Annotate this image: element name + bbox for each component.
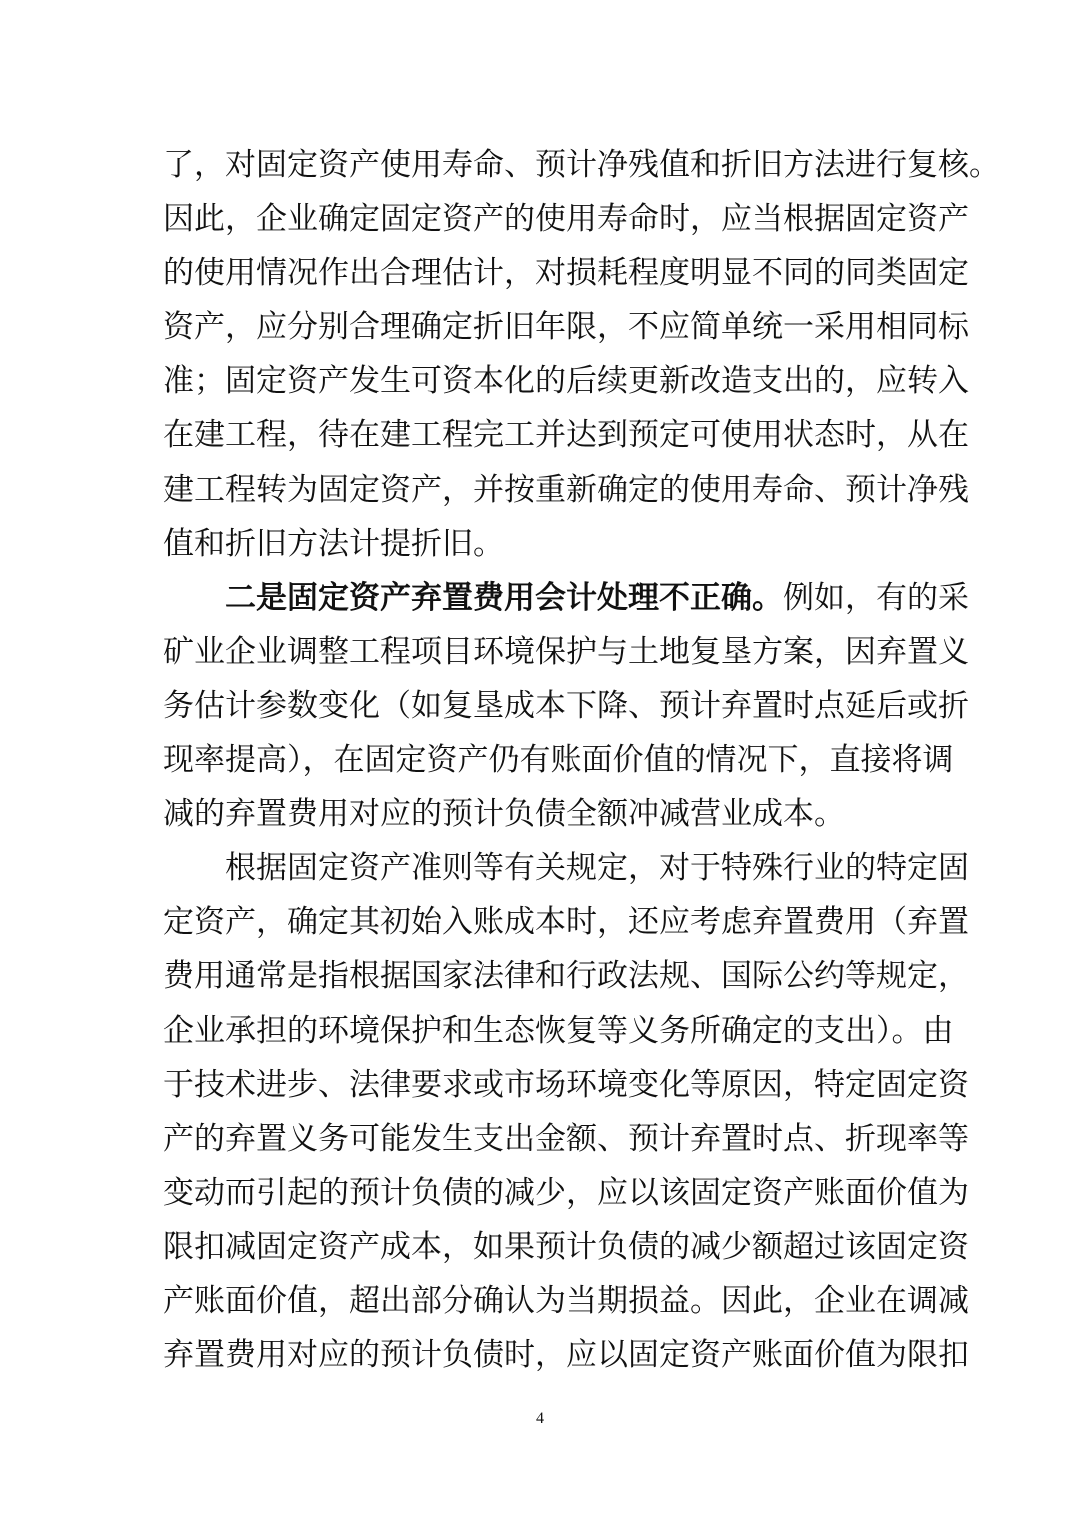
text-line: 产的弃置义务可能发生支出金额、预计弃置时点、折现率等 [163, 1120, 969, 1157]
text-line: 变动而引起的预计负债的减少，应以该固定资产账面价值为 [163, 1174, 969, 1211]
text-line: 企业承担的环境保护和生态恢复等义务所确定的支出）。由 [163, 1012, 954, 1049]
text-line: 在建工程，待在建工程完工并达到预定可使用状态时，从在 [163, 417, 969, 454]
text-line: 值和折旧方法计提折旧。 [163, 525, 504, 562]
text-line: 务估计参数变化（如复垦成本下降、预计弃置时点延后或折 [163, 687, 969, 724]
text-fragment: 例如，有的采 [783, 579, 969, 616]
text-line: 矿业企业调整工程项目环境保护与土地复垦方案，因弃置义 [163, 633, 969, 670]
text-line: 因此，企业确定固定资产的使用寿命时，应当根据固定资产 [163, 201, 969, 238]
body-text [163, 138, 1000, 1382]
text-line: 限扣减固定资产成本，如果预计负债的减少额超过该固定资 [163, 1228, 969, 1265]
text-line: 建工程转为固定资产，并按重新确定的使用寿命、预计净残 [163, 471, 969, 508]
text-line: 减的弃置费用对应的预计负债全额冲减营业成本。 [163, 796, 845, 833]
text-line: 产账面价值，超出部分确认为当期损益。因此，企业在调减 [163, 1282, 969, 1319]
text-line: 的使用情况作出合理估计，对损耗程度明显不同的同类固定 [163, 255, 969, 292]
text-line: 资产，应分别合理确定折旧年限，不应简单统一采用相同标 [163, 309, 969, 346]
section-heading: 二是固定资产弃置费用会计处理不正确。 [225, 579, 783, 616]
page-number: 4 [536, 1410, 544, 1427]
paragraph-heading-line [163, 571, 969, 625]
text-line: 于技术进步、法律要求或市场环境变化等原因，特定固定资 [163, 1066, 969, 1103]
text-line: 定资产，确定其初始入账成本时，还应考虑弃置费用（弃置 [163, 904, 969, 941]
text-line: 弃置费用对应的预计负债时，应以固定资产账面价值为限扣 [163, 1337, 969, 1374]
text-line: 了，对固定资产使用寿命、预计净残值和折旧方法进行复核。 [163, 147, 1000, 183]
text-line: 准；固定资产发生可资本化的后续更新改造支出的，应转入 [163, 363, 969, 400]
text-line: 现率提高），在固定资产仍有账面价值的情况下，直接将调 [163, 742, 954, 779]
text-line: 费用通常是指根据国家法律和行政法规、国际公约等规定， [163, 958, 969, 995]
text-line: 根据固定资产准则等有关规定，对于特殊行业的特定固 [225, 850, 969, 887]
